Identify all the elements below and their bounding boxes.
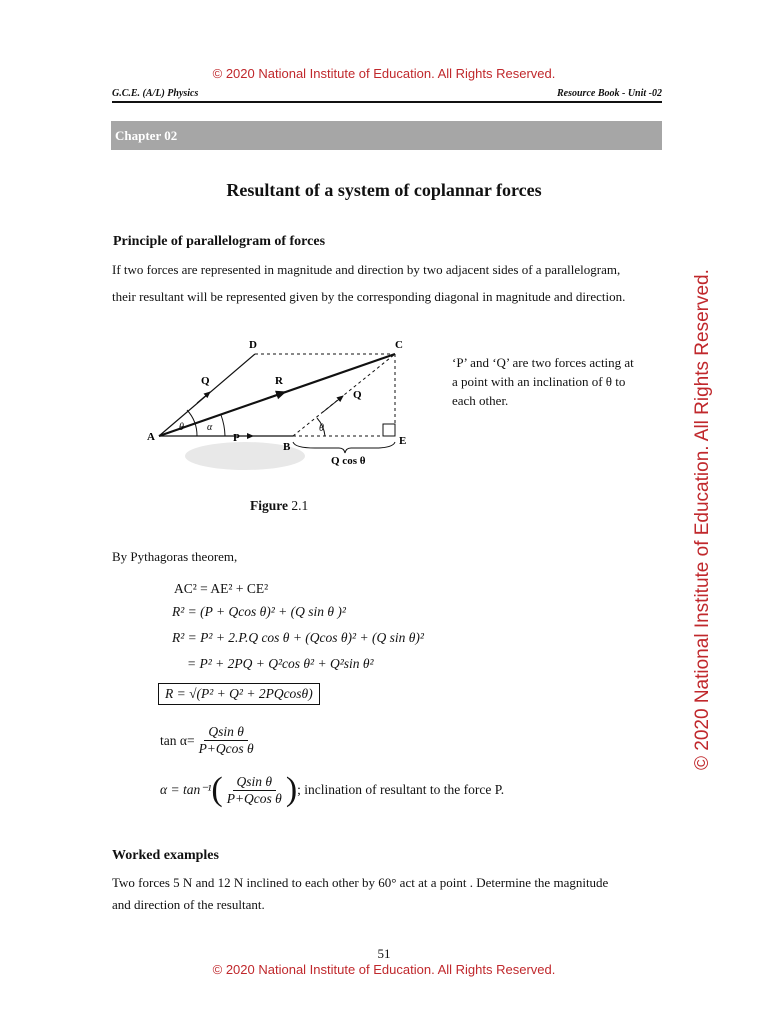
copyright-footer: © 2020 National Institute of Education. All Rights Reserved. [212,962,556,977]
page-title: Resultant of a system of coplannar forces [226,180,542,200]
arrow-r [265,392,285,399]
label-q-ad: Q [201,375,210,387]
equation-3: R² = P² + 2.P.Q cos θ + (Qcos θ)² + (Q sin θ)² [172,630,424,645]
copyright-header: © 2020 National Institute of Education. All Rights Reserved. [212,66,556,81]
principle-text-line-1: If two forces are represented in magnitude and direction by two adjacent sides of a parallelogram, [112,262,621,277]
figure-caption [250,498,308,514]
pythagoras-intro: By Pythagoras theorem, [112,549,238,564]
label-c: C [395,339,403,351]
label-e: E [399,435,407,447]
running-head [112,88,662,103]
chapter-bar [111,121,662,150]
chapter-label: Chapter 02 [115,128,178,143]
alpha-lhs: α = tan⁻¹ [160,782,212,797]
alpha-tail: ; inclination of resultant to the force P. [297,782,505,797]
label-r: R [275,375,283,387]
alpha-denominator: P+Qcos θ [226,790,282,806]
alpha-numerator: Qsin θ [233,774,277,791]
label-qcos: Q cos θ [331,455,366,467]
label-q-bc: Q [353,389,362,401]
worked-examples-heading: Worked examples [112,848,219,863]
side-note-line-2: a point with an inclination of θ to [452,374,626,389]
label-alpha: α [207,422,213,433]
line-bc-q [293,354,395,436]
tan-alpha-equation [160,724,258,757]
tan-numerator: Qsin θ [204,724,248,741]
figure-caption-label: Figure [250,498,288,513]
section-heading: Principle of parallelogram of forces [113,234,326,249]
alpha-equation [160,773,504,807]
equation-2: R² = (P + Qcos θ)² + (Q sin θ )² [172,604,346,619]
running-head-right: Resource Book - Unit -02 [557,88,662,99]
label-d: D [249,339,257,351]
label-a: A [147,431,155,443]
paren-right: ) [285,771,298,808]
tan-lhs: tan α= [160,732,195,748]
label-theta-b: θ [319,423,324,434]
right-angle-mark [383,424,395,436]
side-note-line-1: ‘P’ and ‘Q’ are two forces acting at [452,355,634,370]
side-note-line-3: each other. [452,393,509,408]
page-number: 51 [377,946,391,961]
side-copyright-watermark: © 2020 National Institute of Education. All Rights Reserved. [692,269,713,770]
arrow-q-bc [323,396,343,412]
label-b: B [283,441,291,453]
angle-alpha-arc-a [221,415,225,436]
label-p: P [233,432,240,444]
paren-left: ( [211,771,223,808]
arrow-q-ad [197,392,210,403]
alpha-fraction [223,774,286,807]
brace-qcos [293,442,395,453]
worked-text-line-1: Two forces 5 N and 12 N inclined to each other by 60° act at a point . Determine the magnitude [112,875,609,890]
equation-1: AC² = AE² + CE² [174,581,269,596]
label-theta-a: θ [179,422,184,433]
figure-caption-number: 2.1 [288,498,309,513]
figure-side-note [452,353,634,410]
tan-denominator: P+Qcos θ [198,741,254,756]
resultant-boxed-equation: R = √(P² + Q² + 2PQcosθ) [158,683,320,705]
parallelogram-figure [145,332,435,472]
tan-fraction [195,724,258,757]
principle-text-line-2: their resultant will be represented given by the corresponding diagonal in magnitude and direction. [112,289,626,304]
equation-4: = P² + 2PQ + Q²cos θ² + Q²sin θ² [187,656,374,671]
running-head-left: G.C.E. (A/L) Physics [112,88,199,99]
worked-text-line-2: and direction of the resultant. [112,897,265,912]
